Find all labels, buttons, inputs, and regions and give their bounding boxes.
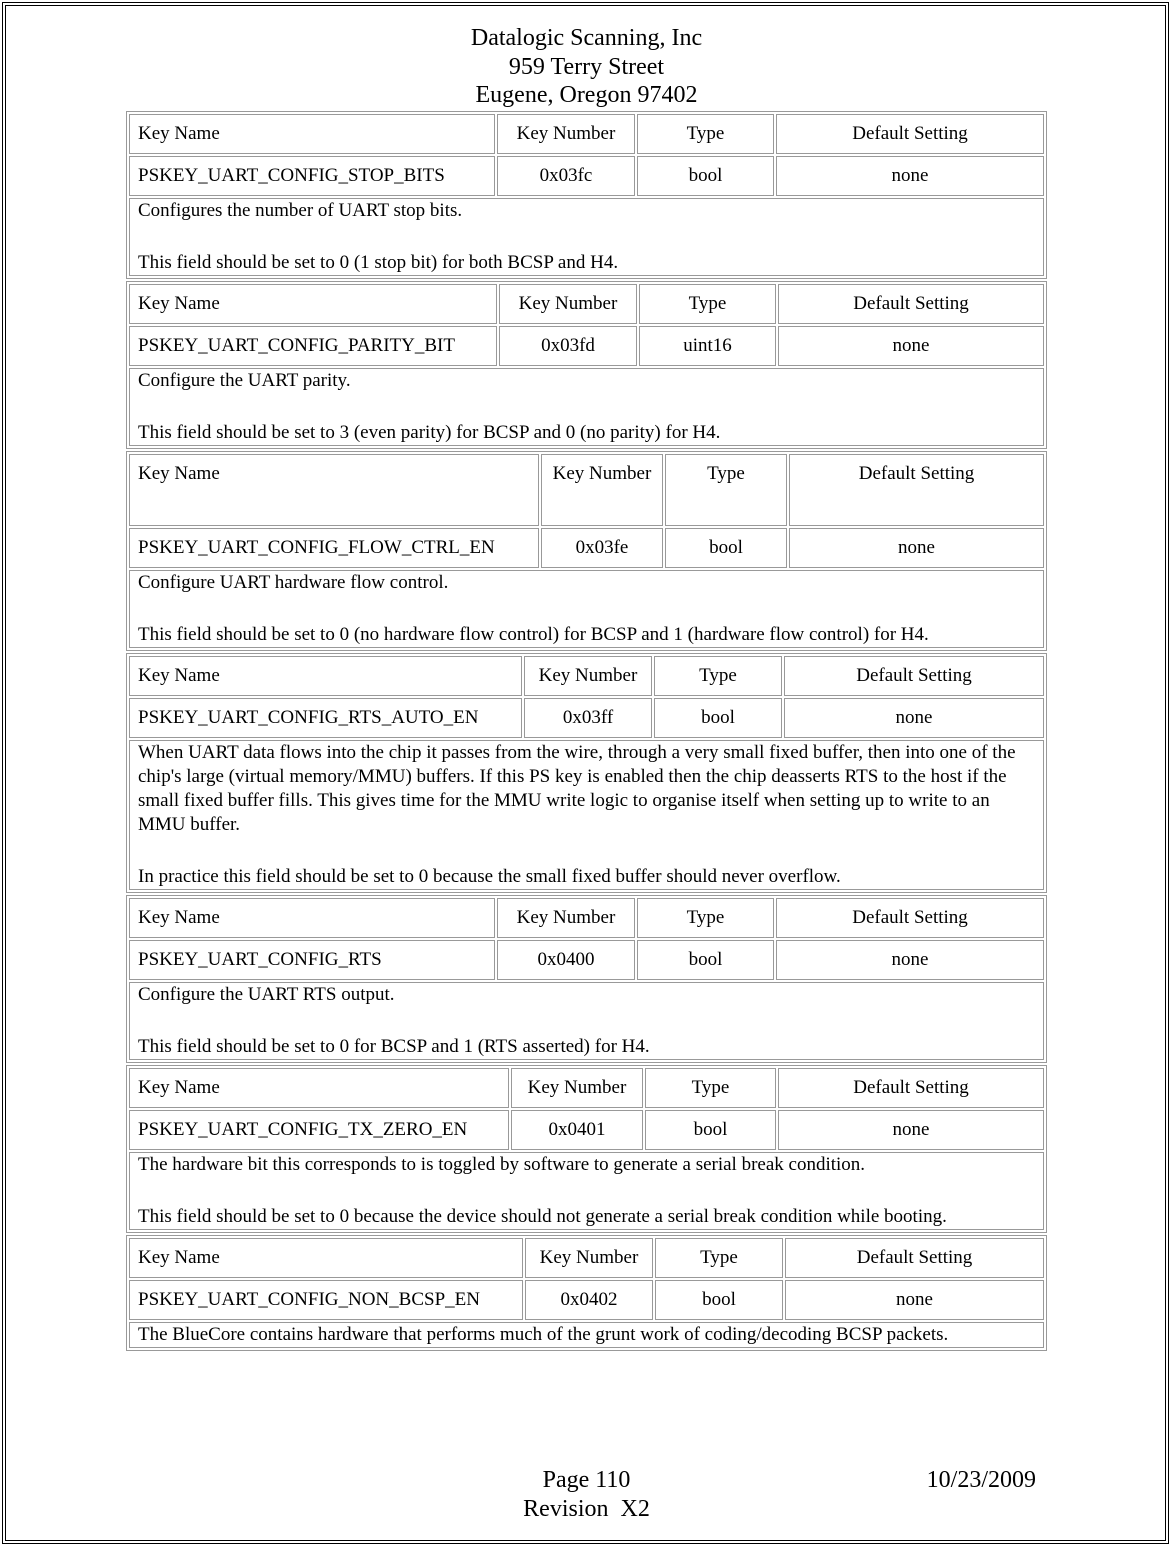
default-setting-header: Default Setting [776, 114, 1044, 154]
key-type: bool [637, 156, 774, 196]
default-setting-header: Default Setting [776, 898, 1044, 938]
default-setting: none [776, 156, 1044, 196]
table-header-row [129, 1238, 1044, 1278]
key-number-header: Key Number [499, 284, 637, 324]
key-number: 0x03fe [541, 528, 663, 568]
default-setting-header: Default Setting [778, 1068, 1044, 1108]
key-name-header: Key Name [129, 1068, 509, 1108]
default-setting: none [778, 326, 1044, 366]
key-number-header: Key Number [525, 1238, 653, 1278]
description-paragraph: Configure the UART RTS output. [138, 984, 395, 1005]
key-table [126, 451, 1047, 651]
type-header: Type [637, 898, 774, 938]
table-header-row [129, 114, 1044, 154]
table-row [129, 156, 1044, 196]
key-number-header: Key Number [497, 114, 635, 154]
table-row [129, 1110, 1044, 1150]
key-table [126, 1065, 1047, 1233]
description-paragraph: Configure UART hardware flow control. [138, 572, 449, 593]
table-row [129, 940, 1044, 980]
default-setting: none [785, 1280, 1044, 1320]
description-paragraph: Configures the number of UART stop bits. [138, 200, 463, 221]
page-number: Page 110 [542, 1467, 631, 1493]
key-name: PSKEY_UART_CONFIG_FLOW_CTRL_EN [129, 528, 539, 568]
key-table [126, 1235, 1047, 1351]
document-date: 10/23/2009 [926, 1467, 1036, 1493]
key-description [129, 982, 1044, 1060]
type-header: Type [654, 656, 782, 696]
key-number: 0x0400 [497, 940, 635, 980]
key-number: 0x03fd [499, 326, 637, 366]
type-header: Type [637, 114, 774, 154]
revision: Revision X2 [523, 1496, 650, 1522]
key-table [126, 653, 1047, 893]
type-header: Type [655, 1238, 783, 1278]
key-description [129, 368, 1044, 446]
description-paragraph: In practice this field should be set to 0 because the small fixed buffer should never overflow. [138, 866, 841, 887]
key-name-header: Key Name [129, 114, 495, 154]
table-header-row [129, 656, 1044, 696]
table-row [129, 528, 1044, 568]
key-number: 0x0401 [511, 1110, 643, 1150]
key-description [129, 1152, 1044, 1230]
key-name-header: Key Name [129, 1238, 523, 1278]
table-header-row [129, 1068, 1044, 1108]
key-name-header: Key Name [129, 454, 539, 526]
key-type: bool [654, 698, 782, 738]
key-number-header: Key Number [497, 898, 635, 938]
street-address: 959 Terry Street [508, 53, 665, 80]
key-name: PSKEY_UART_CONFIG_RTS_AUTO_EN [129, 698, 522, 738]
key-name: PSKEY_UART_CONFIG_NON_BCSP_EN [129, 1280, 523, 1320]
key-type: bool [665, 528, 787, 568]
default-setting-header: Default Setting [789, 454, 1044, 526]
type-header: Type [645, 1068, 776, 1108]
key-number-header: Key Number [541, 454, 663, 526]
key-number-header: Key Number [511, 1068, 643, 1108]
key-name: PSKEY_UART_CONFIG_TX_ZERO_EN [129, 1110, 509, 1150]
default-setting: none [789, 528, 1044, 568]
city-address: Eugene, Oregon 97402 [475, 82, 698, 108]
default-setting-header: Default Setting [784, 656, 1044, 696]
type-header: Type [639, 284, 776, 324]
table-row [129, 698, 1044, 738]
key-description [129, 1322, 1044, 1348]
key-number: 0x03ff [524, 698, 652, 738]
key-description [129, 740, 1044, 890]
key-name-header: Key Name [129, 284, 497, 324]
description-paragraph: Configure the UART parity. [138, 370, 351, 391]
description-paragraph: This field should be set to 0 (1 stop bit) for both BCSP and H4. [138, 252, 619, 273]
key-table [126, 281, 1047, 449]
key-name: PSKEY_UART_CONFIG_RTS [129, 940, 495, 980]
table-header-row [129, 898, 1044, 938]
key-type: bool [655, 1280, 783, 1320]
description-paragraph: The BlueCore contains hardware that performs much of the grunt work of coding/decoding BCSP packets. [138, 1324, 949, 1345]
default-setting: none [784, 698, 1044, 738]
key-table [126, 895, 1047, 1063]
description-paragraph: The hardware bit this corresponds to is toggled by software to generate a serial break condition. [138, 1154, 866, 1175]
key-name: PSKEY_UART_CONFIG_STOP_BITS [129, 156, 495, 196]
table-row [129, 326, 1044, 366]
key-name-header: Key Name [129, 656, 522, 696]
key-type: bool [645, 1110, 776, 1150]
table-header-row [129, 454, 1044, 526]
default-setting: none [776, 940, 1044, 980]
description-paragraph: This field should be set to 0 (no hardware flow control) for BCSP and 1 (hardware flow control) for H4. [138, 624, 929, 645]
description-paragraph: This field should be set to 0 for BCSP and 1 (RTS asserted) for H4. [138, 1036, 650, 1057]
description-paragraph: When UART data flows into the chip it passes from the wire, through a very small fixed buffer, then into one of the chip's large (virtual memory/MMU) buffers. If this PS key is enabled then the chip deasserts RTS to the host if the small fixed buffer fills. This gives time for the MMU write logic to organise itself when setting up to write to an MMU buffer. [138, 742, 1016, 835]
company-name: Datalogic Scanning, Inc [470, 25, 703, 51]
key-description [129, 570, 1044, 648]
key-description [129, 198, 1044, 276]
key-type: uint16 [639, 326, 776, 366]
key-tables [126, 111, 1047, 1351]
document-header [0, 24, 1173, 110]
key-name: PSKEY_UART_CONFIG_PARITY_BIT [129, 326, 497, 366]
table-row [129, 1280, 1044, 1320]
key-number: 0x03fc [497, 156, 635, 196]
default-setting-header: Default Setting [778, 284, 1044, 324]
key-number-header: Key Number [524, 656, 652, 696]
key-table [126, 111, 1047, 279]
key-type: bool [637, 940, 774, 980]
description-paragraph: This field should be set to 3 (even parity) for BCSP and 0 (no parity) for H4. [138, 422, 721, 443]
key-name-header: Key Name [129, 898, 495, 938]
type-header: Type [665, 454, 787, 526]
default-setting: none [778, 1110, 1044, 1150]
key-number: 0x0402 [525, 1280, 653, 1320]
description-paragraph: This field should be set to 0 because the device should not generate a serial break condition while booting. [138, 1206, 947, 1227]
default-setting-header: Default Setting [785, 1238, 1044, 1278]
table-header-row [129, 284, 1044, 324]
